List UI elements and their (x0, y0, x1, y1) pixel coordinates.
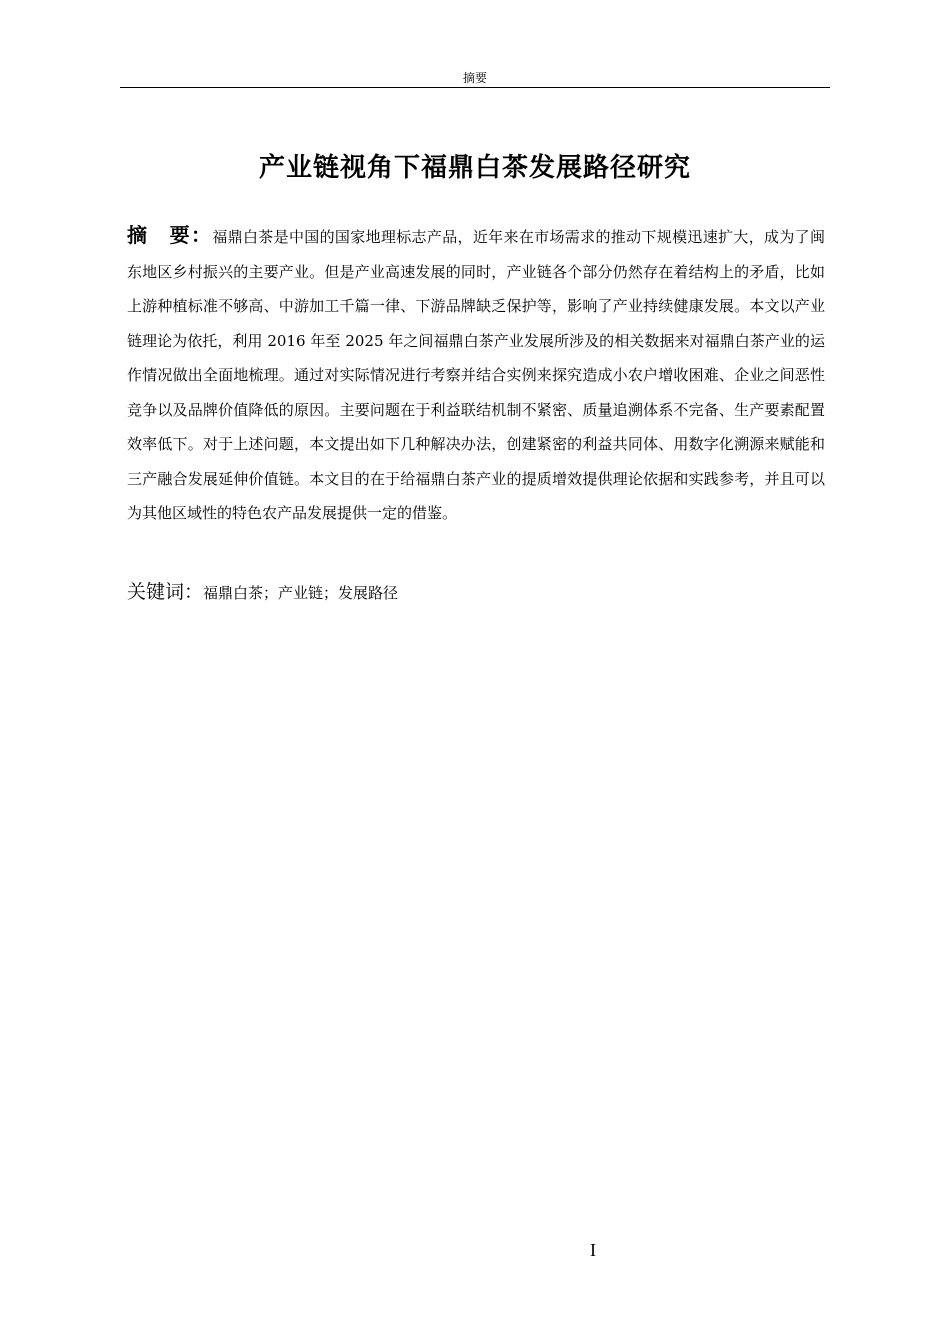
abstract-label: 摘 要： (127, 223, 213, 247)
keywords-label: 关键词： (127, 581, 204, 603)
paper-title: 产业链视角下福鼎白茶发展路径研究 (258, 153, 691, 183)
running-header: 摘要 (462, 71, 487, 85)
keywords-line (127, 577, 825, 608)
page-number: I (590, 1240, 596, 1260)
keywords-text: 福鼎白茶；产业链；发展路径 (203, 584, 399, 602)
header-divider (120, 87, 830, 88)
abstract-paragraph (127, 218, 825, 531)
abstract-text: 福鼎白茶是中国的国家地理标志产品，近年来在市场需求的推动下规模迅速扩大，成为了闽东地区乡村振兴的主要产业。但是产业高速发展的同时，产业链各个部分仍然存在着结构上的矛盾，比如上游种植标准不够高、中游加工千篇一律、下游品牌缺乏保护等，影响了产业持续健康发展。本文以产业链理论为依托，利用 2016 年至 2025 年之间福鼎白茶产业发展所涉及的相关数据来对福鼎白茶产业的运作情况做出全面地梳理。通过对实际情况进行考察并结合实例来探究造成小农户增收困难、企业之间恶性竞争以及品牌价值降低的原因。主要问题在于利益联结机制不紧密、质量追溯体系不完备、生产要素配置效率低下。对于上述问题，本文提出如下几种解决办法，创建紧密的利益共同体、用数字化溯源来赋能和三产融合发展延伸价值链。本文目的在于给福鼎白茶产业的提质增效提供理论依据和实践参考，并且可以为其他区域性的特色农产品发展提供一定的借鉴。 (127, 228, 826, 522)
